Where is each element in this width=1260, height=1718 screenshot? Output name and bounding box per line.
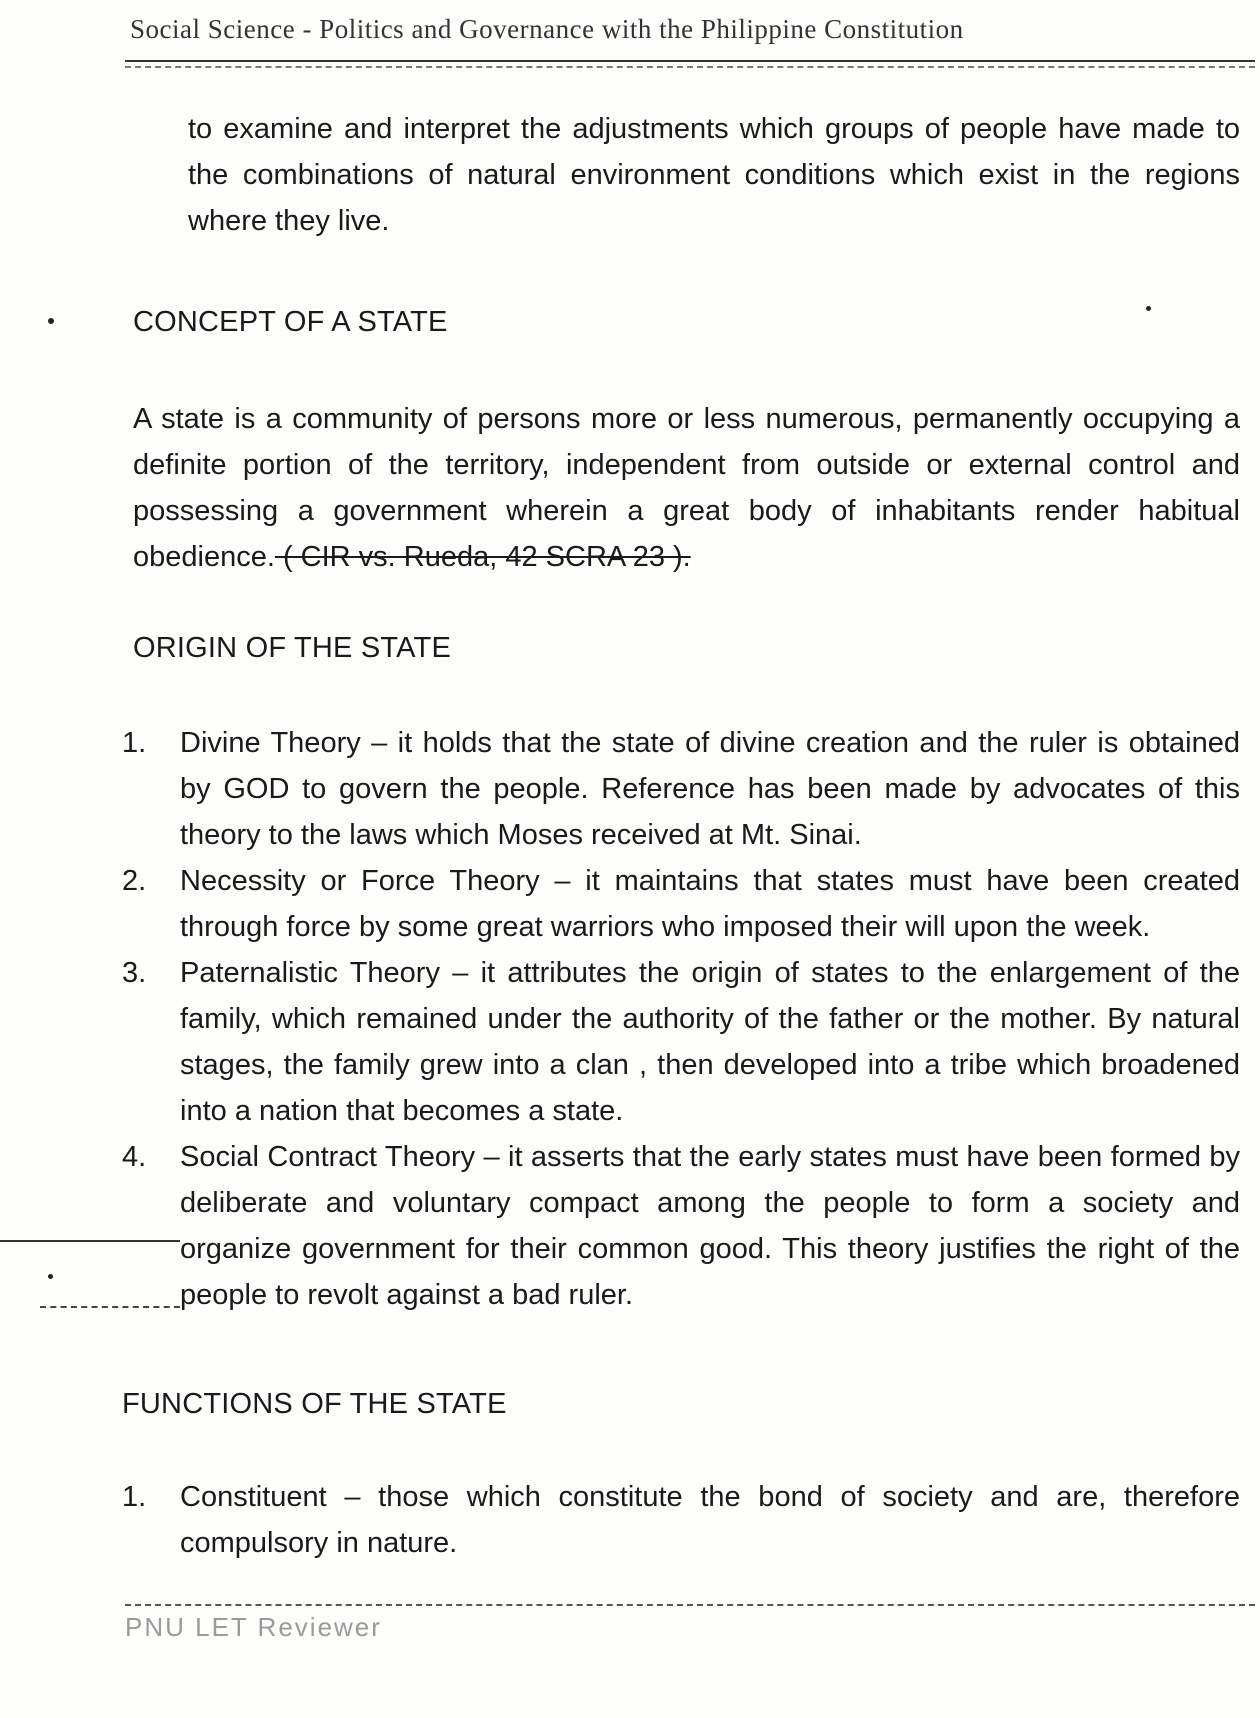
- speck: [48, 318, 54, 324]
- speck: [48, 1274, 53, 1279]
- intro-paragraph: to examine and interpret the adjustments which groups of people have made to the combinations of natural environment conditions which exist in the regions where they live.: [188, 113, 1240, 237]
- footer-rule: [125, 1604, 1255, 1606]
- margin-underline: [40, 1306, 180, 1308]
- list-number: 2.: [122, 865, 147, 897]
- functions-heading: FUNCTIONS OF THE STATE: [122, 1388, 507, 1420]
- list-number: 3.: [122, 957, 147, 989]
- header-rule-dashed: [125, 66, 1255, 68]
- list-item: [122, 950, 1240, 1134]
- list-number: 1.: [122, 1481, 147, 1513]
- list-item-text: Divine Theory – it holds that the state of divine creation and the ruler is obtained by GOD to govern the people. Reference has been made by advocates of this theory to the laws which Moses received at Mt. Sinai.: [180, 727, 1240, 851]
- speck: [1146, 306, 1151, 311]
- list-item-text: Paternalistic Theory – it attributes the origin of states to the enlargement of the family, which remained under the authority of the father or the mother. By natural stages, the family grew into a clan , then developed into a tribe which broadened into a nation that becomes a state.: [180, 957, 1240, 1127]
- concept-paragraph: [133, 396, 1240, 580]
- margin-underline: [0, 1240, 180, 1242]
- functions-list: [122, 1474, 1240, 1566]
- list-item: [122, 720, 1240, 858]
- header-rule: [125, 60, 1255, 62]
- list-number: 4.: [122, 1141, 147, 1173]
- concept-text: A state is a community of persons more or less numerous, permanently occupying a definite portion of the territory, independent from outside or external control and possessing a government wherein a great body of inhabitants render habitual obedience.: [133, 403, 1240, 573]
- concept-citation: ( CIR vs. Rueda, 42 SCRA 23 ).: [274, 541, 691, 573]
- list-item: [122, 1474, 1240, 1566]
- origin-list: [122, 720, 1240, 1318]
- running-header: Social Science - Politics and Governance with the Philippine Constitution: [130, 14, 964, 44]
- footer-text: PNU LET Reviewer: [125, 1612, 382, 1642]
- concept-heading: CONCEPT OF A STATE: [133, 306, 448, 338]
- origin-heading: ORIGIN OF THE STATE: [133, 632, 451, 664]
- list-item-text: Necessity or Force Theory – it maintains that states must have been created through force by some great warriors who imposed their will upon the week.: [180, 865, 1240, 943]
- list-number: 1.: [122, 727, 147, 759]
- list-item-text: Social Contract Theory – it asserts that the early states must have been formed by deliberate and voluntary compact among the people to form a society and organize government for their common good. This theory justifies the right of the people to revolt against a bad ruler.: [180, 1141, 1240, 1311]
- list-item-text: Constituent – those which constitute the bond of society and are, therefore compulsory in nature.: [180, 1481, 1240, 1559]
- list-item: [122, 858, 1240, 950]
- list-item: [122, 1134, 1240, 1318]
